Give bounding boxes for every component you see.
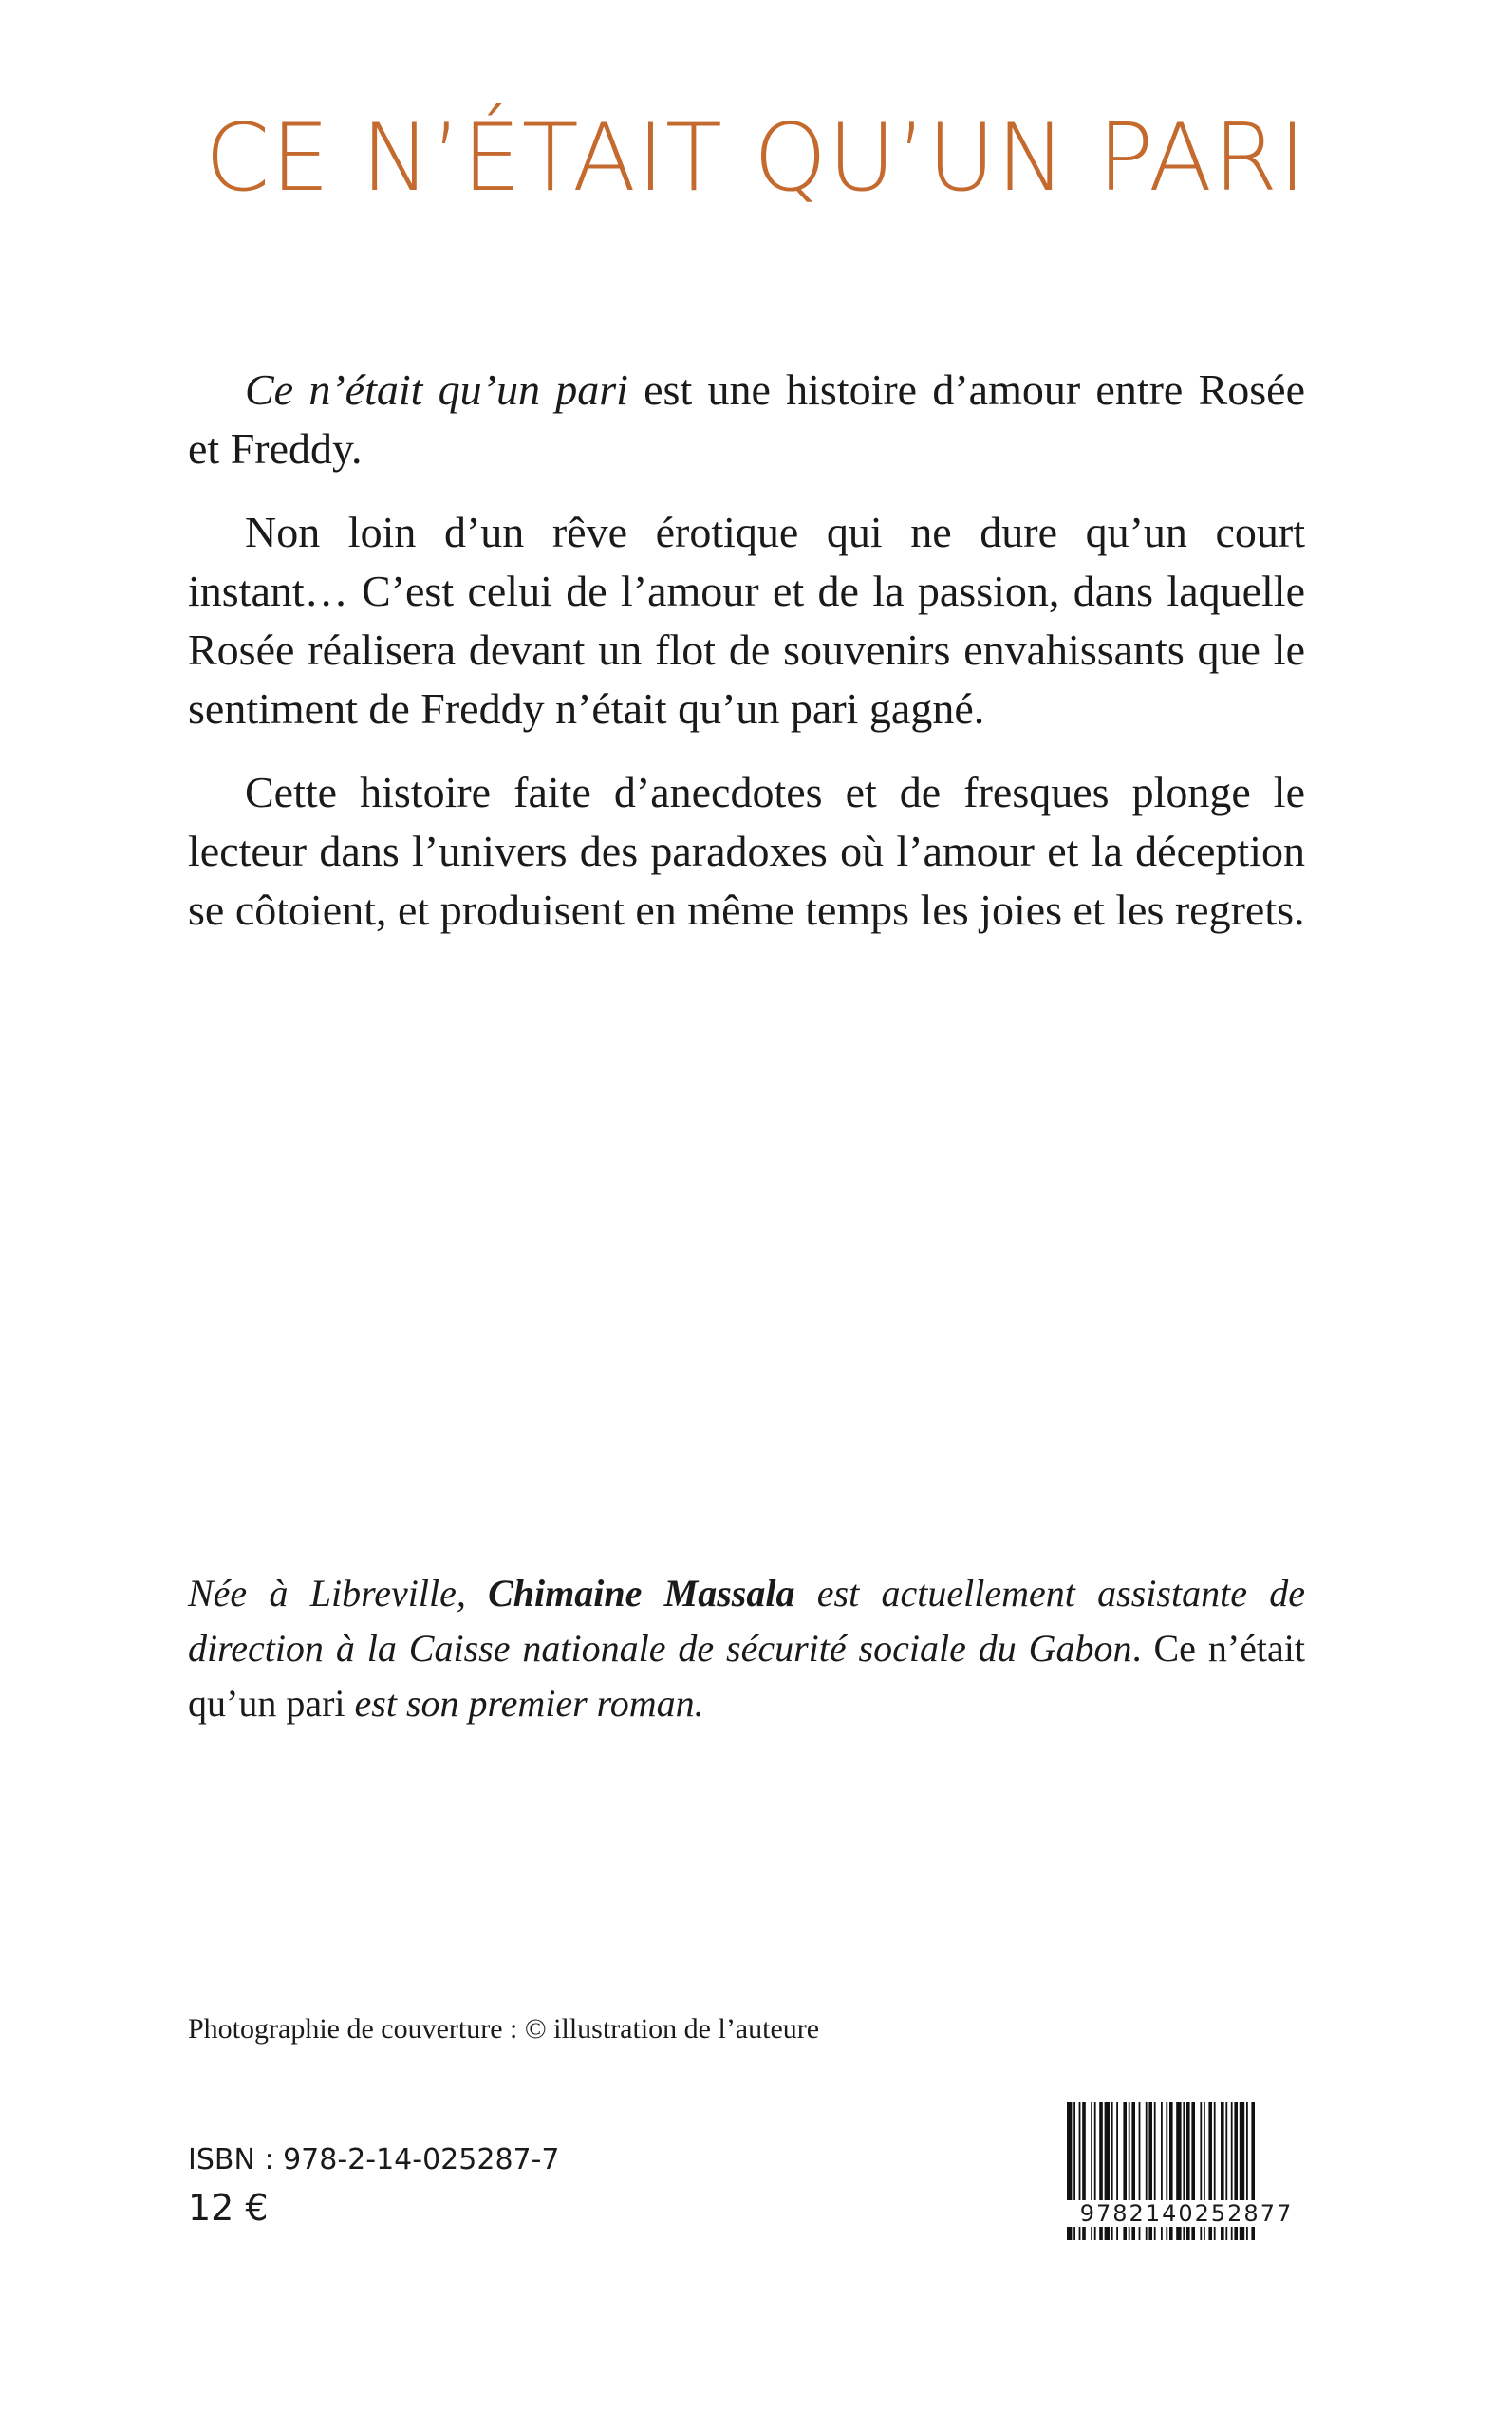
photo-credit: Photographie de couverture : © illustration de l’auteure [188,2013,820,2045]
bio-part-2: est actuellement assistante de direction à la Caisse nationale de sécurité sociale du Gabon [188,1572,1305,1670]
barcode-digits: 9782140252877 [1063,2200,1310,2227]
isbn: ISBN : 978-2-14-025287-7 [188,2143,560,2176]
blurb-title-italic: Ce n’était qu’un pari [245,365,628,414]
bio-part-4: est son premier roman. [345,1682,704,1725]
blurb-p1-text: est une histoire d’amour entre Rosée et Freddy. [188,365,1305,473]
author-bio-text [188,1566,1305,1731]
blurb [188,361,1305,964]
bio-part-3: . Ce n’était qu’un pari [188,1627,1305,1725]
blurb-paragraph-2: Non loin d’un rêve érotique qui ne dure qu’un court instant… C’est celui de l’amour et de la passion, dans laquelle Rosée réalisera devant un flot de souvenirs envahissants que le sentiment de Freddy n’était qu’un pari gagné. [188,508,1305,733]
bio-part-1: Née à Libreville, [188,1572,489,1615]
price: 12 € [188,2187,269,2229]
book-title: CE N’ÉTAIT QU’UN PARI [204,104,1308,213]
blurb-paragraph-1 [188,361,1305,478]
author-bio [188,1566,1305,1731]
blurb-paragraph-3: Cette histoire faite d’anecdotes et de fresques plonge le lecteur dans l’univers des paradoxes où l’amour et la déception se côtoient, et produisent en même temps les joies et les regrets. [188,768,1305,934]
author-name: Chimaine Massala [488,1572,795,1615]
